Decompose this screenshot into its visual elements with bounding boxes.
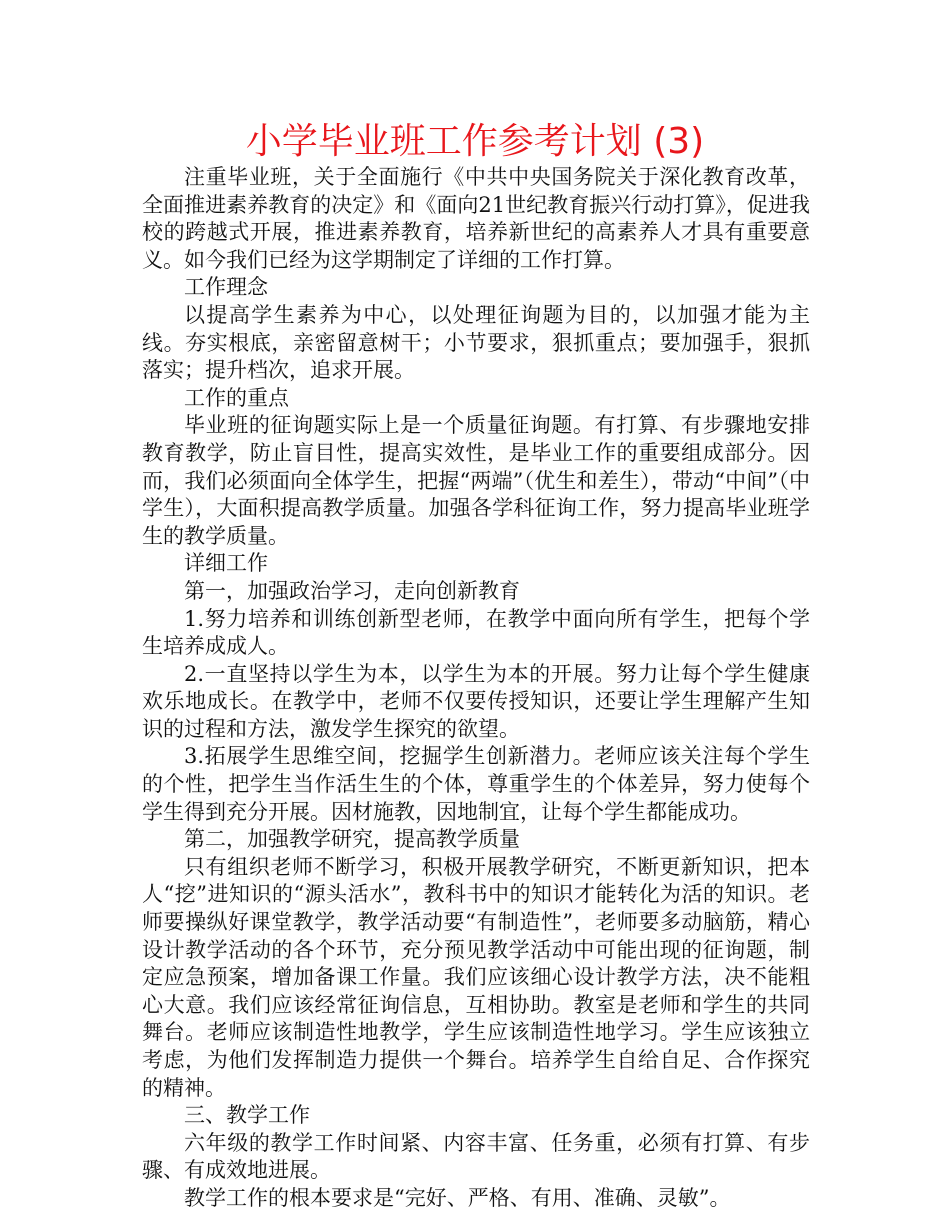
work-philosophy-paragraph: 以提高学生素养为中心，以处理征询题为目的，以加强才能为主线。夯实根底，亲密留意树干；小节要求，狠抓重点；要加强手，狠抓落实；提升档次，追求开展。	[142, 302, 810, 383]
work-focus-paragraph: 毕业班的征询题实际上是一个质量征询题。有打算、有步骤地安排教育教学，防止盲目性，提高实效性，是毕业工作的重要组成部分。因而，我们必须面向全体学生，把握“两端”（优生和差生），带动“中间”（中学生），大面积提高教学质量。加强各学科征询工作，努力提高毕业班学生的教学质量。	[142, 413, 810, 548]
section-heading-detailed-work: 详细工作	[184, 551, 268, 576]
teaching-work-paragraph: 六年级的教学工作时间紧、内容丰富、任务重，必须有打算、有步骤、有成效地进展。	[142, 1130, 810, 1183]
section-heading-work-philosophy: 工作理念	[184, 275, 268, 300]
intro-paragraph: 注重毕业班，关于全面施行《中共中央国务院关于深化教育改革，全面推进素养教育的决定》和《面向21世纪教育振兴行动打算》，促进我校的跨越式开展，推进素养教育，培养新世纪的高素养人才具有重要意义。如今我们已经为这学期制定了详细的工作打算。	[142, 165, 810, 272]
subsection-heading-first: 第一，加强政治学习，走向创新教育	[184, 578, 520, 603]
subsection-heading-second: 第二，加强教学研究，提高教学质量	[184, 827, 520, 852]
document-title: 小学毕业班工作参考计划 (3)	[245, 121, 705, 162]
section-heading-work-focus: 工作的重点	[184, 385, 289, 410]
document-body	[142, 164, 810, 1213]
list-item-2: 2.一直坚持以学生为本，以学生为本的开展。努力让每个学生健康欢乐地成长。在教学中，老师不仅要传授知识，还要让学生理解产生知识的过程和方法，激发学生探究的欲望。	[142, 661, 810, 741]
list-item-3: 3.拓展学生思维空间，挖掘学生创新潜力。老师应该关注每个学生的个性，把学生当作活生生的个体，尊重学生的个体差异，努力使每个学生得到充分开展。因材施教，因地制宜，让每个学生都能成功。	[142, 744, 810, 824]
teaching-research-paragraph: 只有组织老师不断学习，积极开展教学研究，不断更新知识，把本人“挖”进知识的“源头活水”，教科书中的知识才能转化为活的知识。老师要操纵好课堂教学，教学活动要“有制造性”，老师要多动脑筋，精心设计教学活动的各个环节，充分预见教学活动中可能出现的征询题，制定应急预案，增加备课工作量。我们应该细心设计教学方法，决不能粗心大意。我们应该经常征询信息，互相协助。教室是老师和学生的共同舞台。老师应该制造性地教学，学生应该制造性地学习。学生应该独立考虑，为他们发挥制造力提供一个舞台。培养学生自给自足、合作探究的精神。	[142, 854, 810, 1100]
list-item-1: 1.努力培养和训练创新型老师，在教学中面向所有学生，把每个学生培养成成人。	[142, 606, 810, 659]
section-heading-teaching-work: 三、教学工作	[184, 1103, 310, 1128]
teaching-requirements-paragraph: 教学工作的根本要求是“完好、严格、有用、准确、灵敏”。	[184, 1185, 731, 1210]
